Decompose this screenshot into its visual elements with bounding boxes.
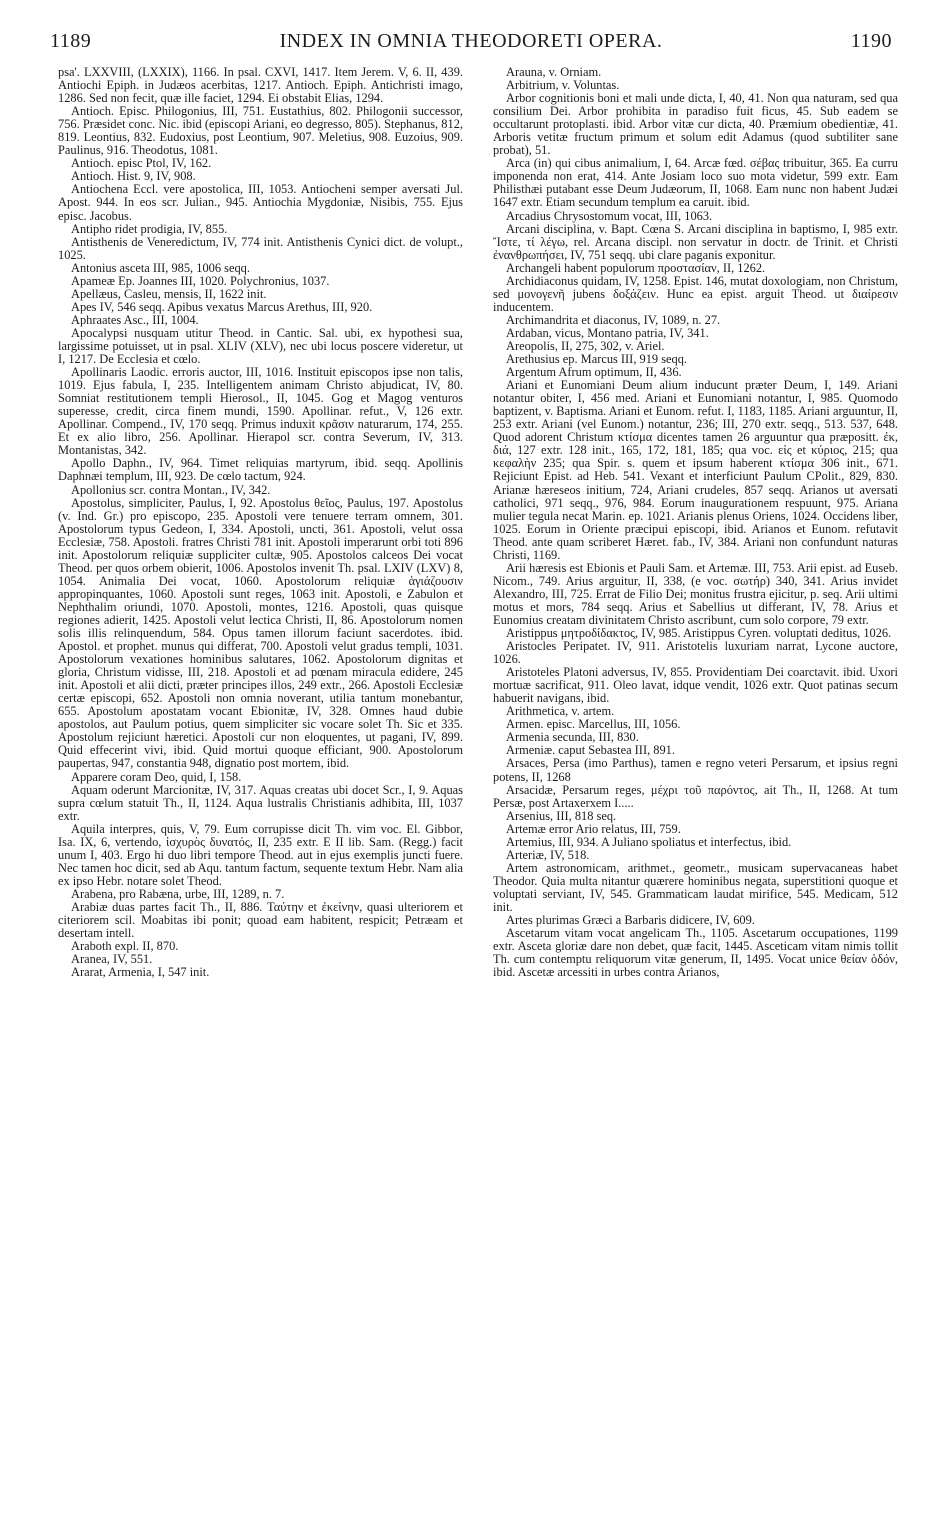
index-entry: Artemius, III, 934. A Juliano spoliatus et interfectus, ibid. [506,834,792,849]
index-entry: psa'. LXXVIII, (LXXIX), 1166. In psal. CXVI, 1417. Item Jerem. V, 6. II, 439. Antiochi Epiph. in Judæos acerbitas, 1217. Antioch. Epiph. Antichristi imago, 1286. Sed non fecit, quæ ille faciet, 1294. Ei obstabit Elias, 1294. [58,65,463,106]
index-entry: Ariani et Eunomiani Deum alium inducunt præter Deum, I, 149. Ariani notantur obiter, I, 456 med. Ariani et Eunomiani notantur, I, 985. Quomodo baptizent, v. Baptisma. Ariani et Eunom. refut. I, 1183, 1185. Ariani arguuntur, II, 253 extr. Ariani (vel Eunom.) notantur, 236; III, 270 extr. seqq., 513. 537, 648. Quod adorent Christum κτίσμα dicentes tamen 26 arguuntur qua præpositt. ἐκ, διά, 127 extr. 128 init., 165, 172, 181, 185; qua voc. εἰς et κύριος, 215; qua κεφαλὴν 235; qua Spir. s. quem et ipsum haberent κτίσμα 306 init., 671. Rejiciunt Epist. ad Heb. 541. Vexant et interficiunt Paulum CPolit., 829, 830. Arianæ hæreseos initium, 724, Ariani crudeles, 857 seqq. Arianos ut aversati catholici, 971 seqq., 976, 984. Eorum inaugurationem respuunt, 975. Ariana mulier tegula necat Marin. ep. 1021. Arianis plenus Oriens, 1024. Occidens liber, 1025. Eorum in Oriente præcipui episcopi, ibid. Arianos et Eunom. refutavit Theod. ante quam scriberet Hæret. fab., IV, 384. Ariani non confundunt naturas Christi, 1169. [493,378,898,562]
index-entry: Apparere coram Deo, quid, I, 158. [71,769,242,784]
index-entry: Antiochena Eccl. vere apostolica, III, 1053. Antiocheni semper aversati Jul. Apost. 944. In eos scr. Julian., 945. Antiochia Mygdoniæ, Nisibis, 755. Ejus episc. Jacobus. [58,182,463,223]
index-entry: Arsaces, Persa (imo Parthus), tamen e regno veteri Persarum, et ipsius regni potens, II, 1268 [493,756,898,784]
index-entry: Ardaban, vicus, Montano patria, IV, 341. [506,325,709,340]
running-title: INDEX IN OMNIA THEODORETI OPERA. [279,30,663,52]
index-entry: Arethusius ep. Marcus III, 919 seqq. [506,352,688,367]
index-entry: Aquila interpres, quis, V, 79. Eum corrupisse dicit Th. vim voc. El. Gibbor, Isa. IX, 6, vertendo, ἰσχυρὸς δυνατός, II, 235 extr. E II lib. Sam. (Regg.) facit unum I, 403. Ergo hi duo libri tempore Theod. aut in ejus exemplis juncti fuere. Nec tamen hoc dicit, sed ab Aqu. tantum factum, sequente textum Hebr. Nam alia ex ipso Hebr. notare solet Theod. [58,821,463,888]
index-entry: Antioch. episc Ptol, IV, 162. [71,156,212,171]
index-entry: Apollinaris Laodic. erroris auctor, III, 1016. Instituit episcopos ipse non talis, 1019. Ejus fabula, I, 235. Intelligentem animam Christo abjudicat, IV, 80. Somniat restitutionem templi Hierosol., II, 1045. Gog et Magog venturos superesse, credit, circa finem mundi, 1590. Apollinar. refut., V, 126 extr. Apollinar. Compend., IV, 170 seqq. Primus induxit κρᾶσιν naturarum, 174, 255. Et ex alio libro, 256. Apollinar. Hierapol scr. contra Severum, IV, 313. Montanistas, 342. [58,365,463,458]
index-entry: Aristoteles Platoni adversus, IV, 855. Providentiam Dei coarctavit. ibid. Uxori mortuæ sacrificat, 911. Oleo lavat, idque vendit, 1026 extr. Quot patinas secum habuerit navigans, ibid. [493,665,898,706]
index-entry: Artemæ error Ario relatus, III, 759. [506,821,681,836]
index-entry: Aristocles Peripatet. IV, 911. Aristotelis luxuriam narrat, Lycone auctore, 1026. [493,639,898,667]
page-number-left: 1189 [50,30,92,52]
index-entry: Arcani disciplina, v. Bapt. Cœna S. Arcani disciplina in baptismo, I, 985 extr. Ἴστε, τί λέγω, rel. Arcana discipl. non servatur in doctr. de Trinit. et Christi ἐνανθρωπήσει, IV, 751 seqq. ubi clare paganis exponitur. [493,221,898,262]
index-entry: Arabena, pro Rabæna, urbe, III, 1289, n. 7. [71,886,285,901]
index-entry: Arca (in) qui cibus animalium, I, 64. Arcæ fœd. σέβας tribuitur, 365. Ea curru imponenda non erat, 414. Ante Josiam loco suo mota videtur, 599 extr. Eam Philisthæi putabant esse Deum Judæorum, II, 1068. Eam nunc non habent Judæi 1647 extr. Etiam secundum templum ea caruit. ibid. [493,156,898,210]
index-entry: Aranea, IV, 551. [71,952,153,967]
index-entry: Apellæus, Casleu, mensis, II, 1622 init. [71,286,267,301]
index-entry: Areopolis, II, 275, 302, v. Ariel. [506,338,665,353]
page-header [50,30,892,58]
index-entry: Araboth expl. II, 870. [71,939,179,954]
index-entry: Apollonius scr. contra Montan., IV, 342. [71,482,271,497]
index-entry: Apostolus, simpliciter, Paulus, I, 92. Apostolus θεῖος, Paulus, 197. Apostolus (v. Ind. Gr.) pro episcopo, 235. Apostoli vere tenuere terram omnem, 301. Apostolorum typus Gedeon, I, 334. Apostoli, uncti, 361. Apostoli, velut ossa Ecclesiæ, 758. Apostoli. fratres Christi 781 init. Apostoli imperarunt orbi toti 896 init. Apostolorum reliquiæ suppliciter cultæ, 905. Apostolos calceos Dei vocat Theod. per quos orbem obierit, 1006. Apostolos invenit Th. psal. LXIV (LXV) 8, 1054. Animalia Dei vocat, 1060. Apostolorum reliquiæ ἁγιάζουσιν appropinquantes, 1060. Apostoli sunt reges, 1063 init. Apostoli, e Zabulon et Nephthalim oriundi, 1070. Apostoli, montes, 1216. Apostoli, quas quisque regiones adierit, 1425. Apostoli velut lectica Christi, II, 86. Apostolorum nomen solis illis relinquendum, 584. Opus tamen illorum faciunt sacerdotes. ibid. Apostol. et prophet. munus qui differat, 700. Apostoli velut gradus templi, 1031. Apostolorum vexationes hominibus salutares, 1062. Apostolorum dignitas et gloria, Christum vidisse, III, 218. Apostoli et ad pœnam miracula edidere, 245 init. Apostoli et alii dicti, præter principes illos, 249 extr., 266. Apostoli Ecclesiæ certæ episcopi, 652. Apostoli non omnia noverant, utilia tantum monebantur, 655. Apostolum apostatam vocant Ebionitæ, IV, 328. Omnes haud dubie apostolos, aut Paulum potius, quem simpliciter sic vocare solet Th. Sic et 335. Apostolum rejiciunt hæretici. Apostoli cur non eloquentes, ut pagani, IV, 899. Quid effecerint vivi, ibid. Quid mortui quoque efficiant, 900. Apostolorum paupertas, 947, constantia 948, dignatio post mortem, ibid. [58,495,463,771]
index-entry: Argentum Afrum optimum, II, 436. [506,365,682,380]
index-entry: Armen. episc. Marcellus, III, 1056. [506,717,681,732]
index-entry: Apes IV, 546 seqq. Apibus vexatus Marcus Arethus, III, 920. [71,299,373,314]
index-entry: Ascetarum vitam vocat angelicam Th., 1105. Ascetarum occupationes, 1199 extr. Asceta gloriæ dare non debet, quæ facit, 1445. Asceticam vitam nimis tollit Th. cum contemptu reliquorum vitæ generum, II, 1495. Vocat unice θείαν ὁδόν, ibid. Ascetæ arcessiti in urbes contra Arianos, [493,926,898,980]
index-entry: Armenia secunda, III, 830. [506,730,639,745]
index-entry: Antisthenis de Veneredictum, IV, 774 init. Antisthenis Cynici dict. de volupt., 1025. [58,234,463,262]
index-entry: Antioch. Hist. 9, IV, 908. [71,169,196,184]
index-entry: Apollo Daphn., IV, 964. Timet reliquias martyrum, ibid. seqq. Apollinis Daphnæi templum, III, 923. De cœlo tactum, 924. [58,456,463,484]
index-entry: Apocalypsi nusquam utitur Theod. in Cantic. Sal. ubi, ex hypothesi sua, largissime potuisset, ut in psal. XLIV (XLV), nec ubi locus poscere videretur, ut I, 1217. De Ecclesia et cœlo. [58,325,463,367]
index-entry: Arteriæ, IV, 518. [506,847,590,862]
index-entry: Arabiæ duas partes facit Th., II, 886. Ταύτην et ἐκείνην, quasi ulteriorem et citeriorem scil. Moabitas ibi ponit; quoad eam habitent, respicit; Petræam et desertam intell. [58,900,463,941]
index-entry: Arsenius, III, 818 seq. [506,808,617,823]
index-entry: Archimandrita et diaconus, IV, 1089, n. 27. [506,312,721,327]
page-number-right: 1190 [850,30,892,52]
index-entry: Artem astronomicam, arithmet., geometr., musicam supervacaneas habet Theodor. Quia multa nitantur quærere hominibus negata, superstitioni quoque et voluptati serviant, IV, 545. Grammaticam laudat mirifice, 545. Medicam, 512 init. [493,860,898,914]
index-entry: Arsacidæ, Persarum reges, μέχρι τοῦ παρόντος, ait Th., II, 1268. At tum Persæ, post Artaxerxem I..... [493,782,898,810]
index-entry: Armeniæ. caput Sebastea III, 891. [506,743,675,758]
index-entry: Aristippus μητροδίδακτος, IV, 985. Aristippus Cyren. voluptati deditus, 1026. [506,626,892,641]
left-column [58,66,463,979]
index-entry: Antonius asceta III, 985, 1006 seqq. [71,260,250,275]
index-entry: Arithmetica, v. artem. [506,704,615,719]
index-entry: Arbor cognitionis boni et mali unde dicta, I, 40, 41. Non qua naturam, sed qua consilium Dei. Arbor prohibita in paradiso fuit ficus, 45. Sub eadem se occultarunt protoplasti. ibid. Arbor vitæ cur dicta, 40. Præmium obedientiæ, 41. Arboris vetitæ fructum primum et solum edit Adamus (quod subtiliter sane probat), 51. [493,91,898,158]
index-entry: Aquam oderunt Marcionitæ, IV, 317. Aquas creatas ubi docet Scr., I, 9. Aquas supra cœlum statuit Th., II, 1124. Aqua lustralis Christianis adhibita, III, 1037 extr. [58,782,463,823]
index-entry: Archidiaconus quidam, IV, 1258. Epist. 146, mutat doxologiam, non Christum, sed μονογενῆ jubens δοξάζειν. Hunc ea epist. arguit Theod. ut διαίρεσιν inducentem. [493,273,898,314]
index-entry: Ararat, Armenia, I, 547 init. [71,965,210,980]
index-entry: Antipho ridet prodigia, IV, 855. [71,221,228,236]
index-entry: Antioch. Episc. Philogonius, III, 751. Eustathius, 802. Philogonii successor, 756. Præsidet conc. Nic. ibid (episcopi Ariani, eo degresso, 805). Stephanus, 812, 819. Leontius, 832. Eudoxius, post Leontium, 907. Meletius, 908. Euzoius, 909. Paulinus, 916. Theodotus, 1081. [58,104,463,158]
right-column [493,66,898,979]
index-entry: Aphraates Asc., III, 1004. [71,312,199,327]
index-entry: Arcadius Chrysostomum vocat, III, 1063. [506,208,713,223]
index-entry: Arii hæresis est Ebionis et Pauli Sam. et Artemæ. III, 753. Arii epist. ad Euseb. Nicom., 749. Arius arguitur, II, 338, (e voc. σωτήρ) 340, 341. Arius invidet Alexandro, III, 725. Errat de Filio Dei; monitus frustra ejicitur, p. seq. Arii ultimi motus et mors, 784 seqq. Arius et Sabellius ut differant, IV, 78. Arius et Eunomius creatam divinitatem Christo ascribunt, cum solo corpore, 79 extr. [493,560,898,627]
index-entry: Arauna, v. Orniam. [506,65,602,79]
index-entry: Apameæ Ep. Joannes III, 1020. Polychronius, 1037. [71,273,330,288]
index-entry: Arbitrium, v. Voluntas. [506,78,620,93]
index-entry: Artes plurimas Græci a Barbaris didicere, IV, 609. [506,913,755,928]
index-entry: Archangeli habent populorum προστασίαν, II, 1262. [506,260,766,275]
